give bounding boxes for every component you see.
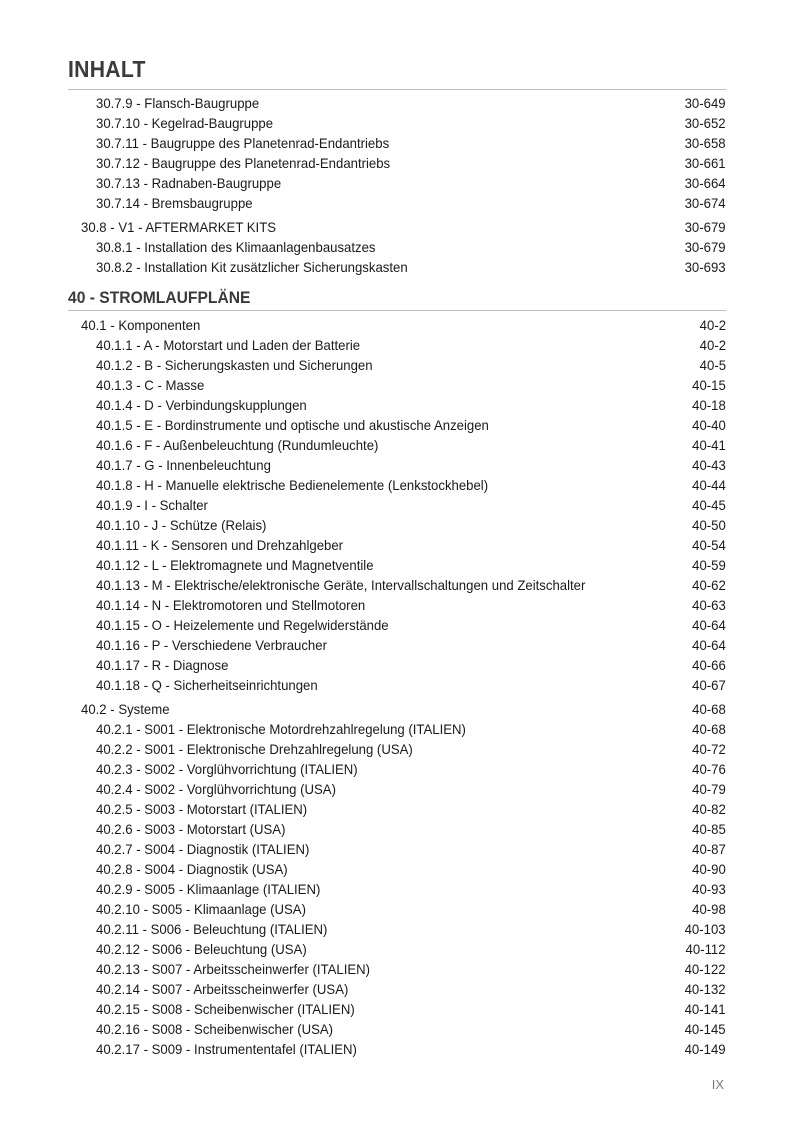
toc-entry-page: 40-2 bbox=[699, 317, 726, 333]
toc-entry-number: 30.8.2 bbox=[96, 259, 133, 275]
toc-entry-number: 40.1.15 bbox=[96, 617, 140, 633]
toc-entry-number: 40.2 bbox=[81, 701, 107, 717]
toc-entry-title: S007 - Arbeitsscheinwerfer (ITALIEN) bbox=[151, 961, 371, 977]
toc-entry-separator: - bbox=[132, 417, 145, 433]
toc-entry-label bbox=[81, 699, 170, 719]
toc-entry-separator: - bbox=[139, 1021, 152, 1037]
toc-entry-label bbox=[96, 555, 374, 575]
chapter-title: 40 - STROMLAUFPLÄNE bbox=[68, 288, 251, 307]
toc-entry-number: 40.2.12 bbox=[96, 941, 140, 957]
toc-entry[interactable] bbox=[0, 515, 794, 535]
toc-entry-number: 40.1.9 bbox=[96, 497, 133, 513]
toc-entry-title: S001 - Elektronische Motordrehzahlregelung (ITALIEN) bbox=[144, 721, 466, 737]
toc-entry[interactable] bbox=[0, 819, 794, 839]
toc-entry[interactable] bbox=[0, 435, 794, 455]
toc-entry-page: 30-693 bbox=[685, 259, 726, 275]
toc-entry-separator: - bbox=[139, 617, 152, 633]
toc-entry[interactable] bbox=[0, 133, 794, 153]
toc-entry-label bbox=[96, 635, 327, 655]
toc-entry-label bbox=[96, 999, 355, 1019]
toc-entry-label bbox=[96, 93, 259, 113]
toc-entry-number: 40.1.3 bbox=[96, 377, 133, 393]
toc-entry[interactable] bbox=[0, 595, 794, 615]
toc-entry-title: S004 - Diagnostik (ITALIEN) bbox=[144, 841, 310, 857]
toc-entry-label bbox=[96, 113, 273, 133]
title-divider bbox=[68, 89, 726, 90]
toc-entry-title: C - Masse bbox=[144, 377, 205, 393]
toc-entry-separator: - bbox=[139, 597, 152, 613]
toc-entry-title: G - Innenbeleuchtung bbox=[144, 457, 271, 473]
toc-entry-separator: - bbox=[132, 821, 145, 837]
toc-entry-title: E - Bordinstrumente und optische und akustische Anzeigen bbox=[144, 417, 489, 433]
toc-entry-number: 40.1.10 bbox=[96, 517, 140, 533]
toc-entry-separator: - bbox=[139, 657, 152, 673]
toc-entry-title: S003 - Motorstart (ITALIEN) bbox=[144, 801, 308, 817]
toc-entry-label bbox=[96, 719, 466, 739]
toc-entry-number: 30.7.13 bbox=[96, 175, 140, 191]
toc-entry-label bbox=[81, 315, 200, 335]
toc-entry[interactable] bbox=[0, 759, 794, 779]
page-title: INHALT bbox=[68, 56, 146, 82]
toc-entry-title: S007 - Arbeitsscheinwerfer (USA) bbox=[151, 981, 349, 997]
toc-entry-separator: - bbox=[139, 677, 152, 693]
toc-entry-label bbox=[96, 133, 389, 153]
toc-entry-title: S001 - Elektronische Drehzahlregelung (USA) bbox=[144, 741, 413, 757]
toc-entry-title: H - Manuelle elektrische Bedienelemente (Lenkstockhebel) bbox=[144, 477, 489, 493]
toc-entry[interactable] bbox=[0, 193, 794, 213]
toc-entry[interactable] bbox=[0, 799, 794, 819]
toc-entry-separator: - bbox=[139, 637, 152, 653]
toc-entry-number: 40.2.5 bbox=[96, 801, 133, 817]
toc-entry-number: 40.1 bbox=[81, 317, 107, 333]
toc-entry-label bbox=[96, 515, 266, 535]
toc-entry-title: S006 - Beleuchtung (ITALIEN) bbox=[150, 921, 328, 937]
toc-entry-label bbox=[96, 475, 488, 495]
toc-entry-page: 40-90 bbox=[692, 861, 726, 877]
toc-entry-page: 40-2 bbox=[699, 337, 726, 353]
toc-entry-title: Kegelrad-Baugruppe bbox=[151, 115, 274, 131]
toc-entry-separator: - bbox=[132, 95, 145, 111]
toc-entry-title: Installation des Klimaanlagenbausatzes bbox=[144, 239, 376, 255]
toc-entry-separator: - bbox=[132, 477, 145, 493]
toc-entry-separator: - bbox=[139, 175, 152, 191]
chapter-heading bbox=[0, 286, 794, 310]
toc-entry-page: 30-652 bbox=[685, 115, 726, 131]
toc-entry-page: 40-149 bbox=[685, 1041, 726, 1057]
toc-entry-title: O - Heizelemente und Regelwiderstände bbox=[151, 617, 389, 633]
toc-entry-page: 30-664 bbox=[685, 175, 726, 191]
toc-entry-separator: - bbox=[132, 761, 145, 777]
toc-entry-page: 40-112 bbox=[685, 941, 726, 957]
toc-entry-page: 30-679 bbox=[685, 239, 726, 255]
toc-entry-label bbox=[96, 939, 307, 959]
toc-entry-separator: - bbox=[132, 781, 145, 797]
toc-entry-separator: - bbox=[132, 239, 145, 255]
toc-entry-separator: - bbox=[139, 961, 152, 977]
toc-entry-page: 30-658 bbox=[685, 135, 726, 151]
toc-entry-title: Bremsbaugruppe bbox=[151, 195, 253, 211]
toc-entry-number: 40.1.8 bbox=[96, 477, 133, 493]
toc-entry-title: R - Diagnose bbox=[151, 657, 229, 673]
toc-entry-page: 40-72 bbox=[692, 741, 726, 757]
toc-entry[interactable] bbox=[0, 257, 794, 277]
toc-entry-label bbox=[96, 395, 307, 415]
toc-entry[interactable] bbox=[0, 655, 794, 675]
toc-entry[interactable] bbox=[0, 475, 794, 495]
toc-entry-separator: - bbox=[132, 721, 145, 737]
toc-entry-label bbox=[96, 355, 373, 375]
toc-entry[interactable] bbox=[0, 899, 794, 919]
toc-entry-label bbox=[96, 375, 204, 395]
toc-entry[interactable] bbox=[0, 675, 794, 695]
toc-entry[interactable] bbox=[0, 535, 794, 555]
toc-entry-label bbox=[96, 655, 228, 675]
toc-entry-number: 40.2.9 bbox=[96, 881, 133, 897]
toc-entry-page: 40-18 bbox=[692, 397, 726, 413]
toc-entry-title: D - Verbindungskupplungen bbox=[144, 397, 307, 413]
toc-entry-label bbox=[96, 979, 348, 999]
toc-entry[interactable] bbox=[0, 879, 794, 899]
toc-entry-page: 40-93 bbox=[692, 881, 726, 897]
toc-entry-title: S008 - Scheibenwischer (ITALIEN) bbox=[151, 1001, 355, 1017]
toc-entry-separator: - bbox=[132, 337, 144, 353]
toc-entry-separator: - bbox=[106, 701, 119, 717]
toc-entry-title: S006 - Beleuchtung (USA) bbox=[151, 941, 307, 957]
toc-entry-title: L - Elektromagnete und Magnetventile bbox=[151, 557, 374, 573]
toc-entry-separator: - bbox=[139, 115, 152, 131]
toc-entry[interactable] bbox=[0, 959, 794, 979]
toc-entry-page: 30-674 bbox=[685, 195, 726, 211]
toc-entry-separator: - bbox=[132, 841, 145, 857]
toc-entry-label bbox=[96, 899, 306, 919]
toc-entry-label bbox=[96, 739, 413, 759]
toc-entry-number: 40.2.8 bbox=[96, 861, 133, 877]
toc-entry[interactable] bbox=[0, 495, 794, 515]
toc-entry[interactable] bbox=[0, 315, 794, 335]
toc-entry[interactable] bbox=[0, 939, 794, 959]
toc-entry-label bbox=[96, 257, 408, 277]
toc-entry-title: Systeme bbox=[118, 701, 170, 717]
toc-entry-label bbox=[96, 859, 288, 879]
toc-entry-page: 40-5 bbox=[699, 357, 726, 373]
toc-entry-page: 40-68 bbox=[692, 701, 726, 717]
toc-entry-separator: - bbox=[139, 981, 152, 997]
toc-entry-page: 40-145 bbox=[685, 1021, 726, 1037]
toc-entry-label bbox=[96, 779, 336, 799]
toc-entry-label bbox=[96, 237, 375, 257]
toc-entry-separator: - bbox=[139, 557, 152, 573]
toc-entry-number: 40.2.13 bbox=[96, 961, 140, 977]
toc-entry-page: 40-87 bbox=[692, 841, 726, 857]
toc-entry-title: Q - Sicherheitseinrichtungen bbox=[151, 677, 318, 693]
toc-entry-page: 40-82 bbox=[692, 801, 726, 817]
toc-entry-separator: - bbox=[106, 317, 119, 333]
toc-entry[interactable] bbox=[0, 719, 794, 739]
toc-entry-number: 40.1.7 bbox=[96, 457, 133, 473]
toc-entry-page: 40-98 bbox=[692, 901, 726, 917]
toc-entry-number: 40.1.13 bbox=[96, 577, 140, 593]
toc-entry-page: 40-141 bbox=[685, 1001, 726, 1017]
toc-entry-page: 30-661 bbox=[685, 155, 726, 171]
toc-entry-number: 40.2.4 bbox=[96, 781, 133, 797]
toc-entry-page: 40-68 bbox=[692, 721, 726, 737]
toc-entry[interactable] bbox=[0, 615, 794, 635]
toc-entry-number: 40.1.4 bbox=[96, 397, 133, 413]
toc-entry-label bbox=[96, 173, 281, 193]
toc-entry-label bbox=[96, 1019, 333, 1039]
toc-entry-number: 30.8.1 bbox=[96, 239, 133, 255]
toc-entry-number: 30.7.9 bbox=[96, 95, 133, 111]
toc-entry[interactable] bbox=[0, 979, 794, 999]
toc-entry-number: 40.2.7 bbox=[96, 841, 133, 857]
toc-entry-number: 30.7.11 bbox=[96, 135, 139, 151]
toc-entry-title: V1 - AFTERMARKET KITS bbox=[118, 219, 277, 235]
toc-entry-title: Baugruppe des Planetenrad-Endantriebs bbox=[150, 135, 390, 151]
toc-entry-separator: - bbox=[132, 861, 145, 877]
toc-entry-number: 30.7.14 bbox=[96, 195, 140, 211]
toc-entry-separator: - bbox=[132, 437, 145, 453]
toc-entry-number: 40.1.18 bbox=[96, 677, 140, 693]
toc-entry-separator: - bbox=[138, 135, 151, 151]
toc-entry-page: 40-41 bbox=[692, 437, 726, 453]
toc-entry-separator: - bbox=[132, 801, 145, 817]
toc-entry-separator: - bbox=[132, 497, 145, 513]
toc-entry[interactable] bbox=[0, 1039, 794, 1059]
toc-entry-number: 30.8 bbox=[81, 219, 107, 235]
toc-entry-separator: - bbox=[132, 259, 145, 275]
toc-entry-label bbox=[96, 595, 365, 615]
toc-entry-number: 30.7.10 bbox=[96, 115, 140, 131]
toc-entry-label bbox=[96, 435, 378, 455]
toc-entry-number: 40.2.3 bbox=[96, 761, 133, 777]
toc-entry-separator: - bbox=[139, 1001, 152, 1017]
toc-entry-label bbox=[96, 575, 585, 595]
toc-entry[interactable] bbox=[0, 1019, 794, 1039]
toc-entry-page: 40-62 bbox=[692, 577, 726, 593]
toc-entry-label bbox=[96, 839, 309, 859]
toc-entry[interactable] bbox=[0, 839, 794, 859]
toc-entry-separator: - bbox=[139, 195, 152, 211]
toc-entry-page: 40-44 bbox=[692, 477, 726, 493]
toc-entry[interactable] bbox=[0, 999, 794, 1019]
toc-entry-separator: - bbox=[132, 881, 145, 897]
toc-entry-label bbox=[96, 675, 318, 695]
chapter-divider bbox=[68, 310, 726, 311]
toc-entry-separator: - bbox=[138, 537, 151, 553]
toc-entry-title: S002 - Vorglühvorrichtung (USA) bbox=[144, 781, 336, 797]
toc-entry[interactable] bbox=[0, 93, 794, 113]
toc-entry-number: 40.2.17 bbox=[96, 1041, 140, 1057]
toc-entry-separator: - bbox=[106, 219, 119, 235]
toc-entry-title: B - Sicherungskasten und Sicherungen bbox=[144, 357, 373, 373]
toc-entry-title: S008 - Scheibenwischer (USA) bbox=[151, 1021, 334, 1037]
toc-entry-title: S002 - Vorglühvorrichtung (ITALIEN) bbox=[144, 761, 358, 777]
toc-entry-number: 40.1.1 bbox=[96, 337, 133, 353]
toc-entry-title: Radnaben-Baugruppe bbox=[151, 175, 282, 191]
toc-entry-page: 30-649 bbox=[685, 95, 726, 111]
toc-entry[interactable] bbox=[0, 455, 794, 475]
toc-entry-title: J - Schütze (Relais) bbox=[151, 517, 267, 533]
toc-entry[interactable] bbox=[0, 335, 794, 355]
toc-entry-label bbox=[96, 153, 390, 173]
toc-entry-separator: - bbox=[132, 457, 145, 473]
toc-entry[interactable] bbox=[0, 919, 794, 939]
table-of-contents bbox=[0, 93, 794, 1059]
toc-entry-label bbox=[96, 919, 327, 939]
toc-entry-page: 40-67 bbox=[692, 677, 726, 693]
toc-entry[interactable] bbox=[0, 699, 794, 719]
toc-entry-page: 40-66 bbox=[692, 657, 726, 673]
toc-entry-page: 40-85 bbox=[692, 821, 726, 837]
toc-entry-title: Komponenten bbox=[118, 317, 201, 333]
toc-entry-page: 40-132 bbox=[685, 981, 726, 997]
toc-entry-label bbox=[96, 193, 253, 213]
toc-entry[interactable] bbox=[0, 217, 794, 237]
toc-entry-separator: - bbox=[132, 357, 145, 373]
toc-entry-title: Installation Kit zusätzlicher Sicherungskasten bbox=[144, 259, 408, 275]
toc-entry-label bbox=[96, 335, 360, 355]
toc-entry-page: 40-40 bbox=[692, 417, 726, 433]
toc-entry[interactable] bbox=[0, 395, 794, 415]
toc-entry-label bbox=[96, 799, 307, 819]
toc-entry-number: 40.2.11 bbox=[96, 921, 139, 937]
toc-entry-page: 40-54 bbox=[692, 537, 726, 553]
toc-entry-separator: - bbox=[138, 921, 151, 937]
toc-entry-separator: - bbox=[139, 901, 152, 917]
toc-entry-page: 30-679 bbox=[685, 219, 726, 235]
toc-entry-label bbox=[96, 415, 489, 435]
toc-entry-label bbox=[96, 879, 320, 899]
toc-entry-number: 40.2.2 bbox=[96, 741, 133, 757]
toc-entry[interactable] bbox=[0, 555, 794, 575]
toc-entry-title: Flansch-Baugruppe bbox=[144, 95, 260, 111]
toc-entry-page: 40-59 bbox=[692, 557, 726, 573]
toc-entry-page: 40-79 bbox=[692, 781, 726, 797]
toc-entry-separator: - bbox=[132, 397, 145, 413]
toc-entry[interactable] bbox=[0, 375, 794, 395]
toc-entry[interactable] bbox=[0, 575, 794, 595]
toc-entry-label bbox=[96, 759, 358, 779]
toc-entry[interactable] bbox=[0, 739, 794, 759]
toc-entry[interactable] bbox=[0, 113, 794, 133]
page-number: IX bbox=[711, 1077, 724, 1092]
toc-entry-title: P - Verschiedene Verbraucher bbox=[151, 637, 327, 653]
toc-entry-number: 40.2.15 bbox=[96, 1001, 140, 1017]
toc-entry-page: 40-122 bbox=[685, 961, 726, 977]
toc-entry[interactable] bbox=[0, 355, 794, 375]
toc-entry-page: 40-63 bbox=[692, 597, 726, 613]
toc-entry-label bbox=[96, 615, 389, 635]
toc-entry-number: 40.2.14 bbox=[96, 981, 140, 997]
toc-entry[interactable] bbox=[0, 859, 794, 879]
toc-entry-page: 40-64 bbox=[692, 617, 726, 633]
toc-entry-number: 30.7.12 bbox=[96, 155, 140, 171]
toc-entry-title: M - Elektrische/elektronische Geräte, Intervallschaltungen und Zeitschalter bbox=[151, 577, 586, 593]
toc-entry-number: 40.1.12 bbox=[96, 557, 140, 573]
toc-entry-title: A - Motorstart und Laden der Batterie bbox=[143, 337, 361, 353]
toc-entry-separator: - bbox=[139, 941, 152, 957]
toc-entry-number: 40.2.10 bbox=[96, 901, 140, 917]
toc-entry-number: 40.1.14 bbox=[96, 597, 140, 613]
toc-entry-label bbox=[96, 455, 271, 475]
toc-entry-separator: - bbox=[139, 517, 152, 533]
toc-entry-title: S004 - Diagnostik (USA) bbox=[144, 861, 288, 877]
toc-entry-title: S005 - Klimaanlage (USA) bbox=[151, 901, 306, 917]
toc-entry-page: 40-103 bbox=[685, 921, 726, 937]
toc-entry-number: 40.2.6 bbox=[96, 821, 133, 837]
toc-entry-label bbox=[96, 495, 208, 515]
toc-entry-label bbox=[96, 1039, 357, 1059]
toc-entry-label bbox=[96, 535, 343, 555]
toc-entry-label bbox=[81, 217, 276, 237]
toc-entry-separator: - bbox=[132, 741, 145, 757]
toc-entry-title: S003 - Motorstart (USA) bbox=[144, 821, 286, 837]
toc-entry-title: S009 - Instrumententafel (ITALIEN) bbox=[151, 1041, 357, 1057]
toc-entry-page: 40-64 bbox=[692, 637, 726, 653]
toc-entry[interactable] bbox=[0, 153, 794, 173]
toc-entry-title: I - Schalter bbox=[144, 497, 208, 513]
toc-entry[interactable] bbox=[0, 635, 794, 655]
toc-entry-label bbox=[96, 819, 285, 839]
toc-entry-separator: - bbox=[132, 377, 145, 393]
toc-entry-page: 40-43 bbox=[692, 457, 726, 473]
toc-entry[interactable] bbox=[0, 415, 794, 435]
toc-entry-number: 40.1.11 bbox=[96, 537, 139, 553]
toc-entry-separator: - bbox=[139, 1041, 152, 1057]
toc-entry-label bbox=[96, 959, 370, 979]
toc-entry-number: 40.2.16 bbox=[96, 1021, 140, 1037]
toc-entry-page: 40-76 bbox=[692, 761, 726, 777]
toc-entry-number: 40.1.2 bbox=[96, 357, 133, 373]
toc-entry[interactable] bbox=[0, 173, 794, 193]
toc-entry[interactable] bbox=[0, 779, 794, 799]
toc-entry-separator: - bbox=[139, 577, 152, 593]
toc-entry[interactable] bbox=[0, 237, 794, 257]
toc-entry-title: K - Sensoren und Drehzahlgeber bbox=[150, 537, 344, 553]
toc-entry-title: F - Außenbeleuchtung (Rundumleuchte) bbox=[144, 437, 379, 453]
toc-entry-title: S005 - Klimaanlage (ITALIEN) bbox=[144, 881, 321, 897]
toc-entry-number: 40.1.6 bbox=[96, 437, 133, 453]
toc-entry-page: 40-45 bbox=[692, 497, 726, 513]
toc-entry-number: 40.1.5 bbox=[96, 417, 133, 433]
toc-entry-title: Baugruppe des Planetenrad-Endantriebs bbox=[151, 155, 391, 171]
toc-entry-number: 40.1.16 bbox=[96, 637, 140, 653]
toc-entry-title: N - Elektromotoren und Stellmotoren bbox=[151, 597, 366, 613]
toc-entry-page: 40-15 bbox=[692, 377, 726, 393]
toc-entry-separator: - bbox=[139, 155, 152, 171]
toc-entry-number: 40.1.17 bbox=[96, 657, 140, 673]
toc-entry-page: 40-50 bbox=[692, 517, 726, 533]
toc-entry-number: 40.2.1 bbox=[96, 721, 133, 737]
